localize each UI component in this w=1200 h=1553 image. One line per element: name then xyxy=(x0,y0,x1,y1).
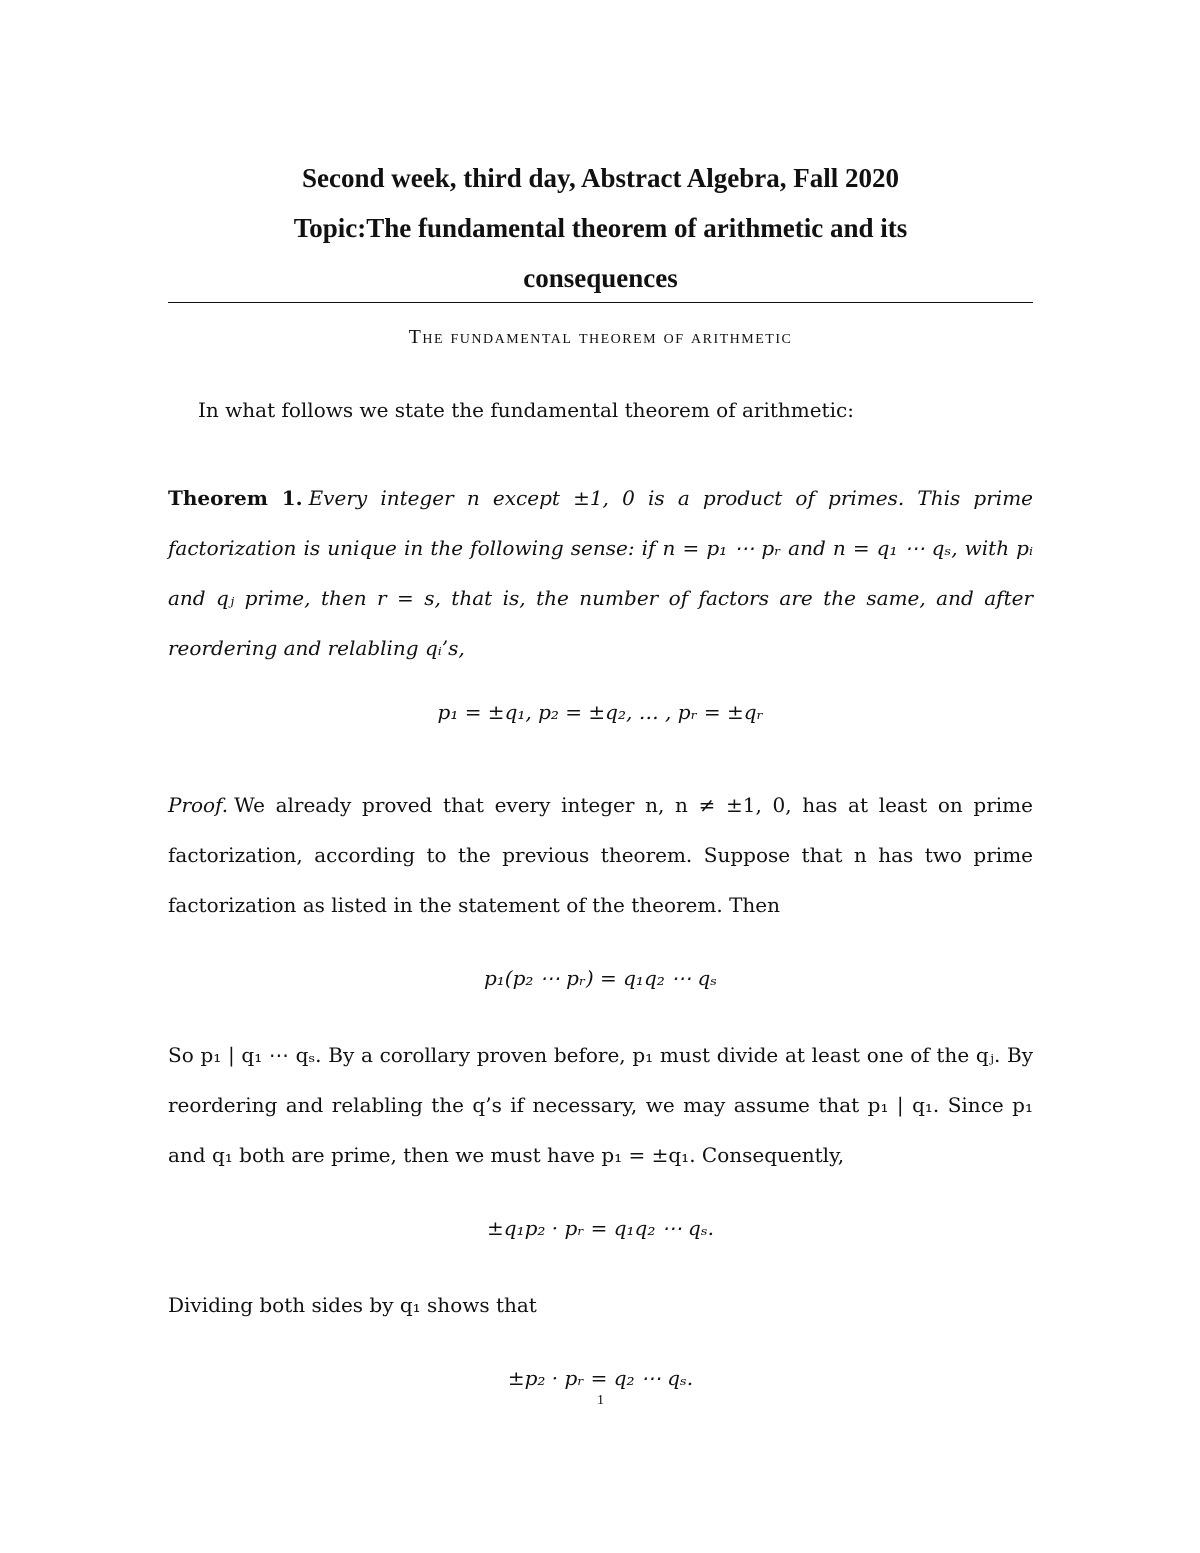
proof-paragraph-1 xyxy=(168,780,1033,930)
proof-equation-3: ±p₂ · pᵣ = q₂ ⋯ qₛ. xyxy=(507,1366,694,1390)
proof-label: Proof. xyxy=(168,793,229,817)
proof-paragraph-3: Dividing both sides by q₁ shows that xyxy=(168,1293,537,1317)
theorem-equation: p₁ = ±q₁, p₂ = ±q₂, … , pᵣ = ±qᵣ xyxy=(437,700,764,724)
title-line-2: Topic:The fundamental theorem of arithmetic and its xyxy=(293,213,908,243)
theorem-label: Theorem 1. xyxy=(168,486,303,510)
section-heading: The fundamental theorem of arithmetic xyxy=(408,326,793,348)
proof-equation-2: ±q₁p₂ · pᵣ = q₁q₂ ⋯ qₛ. xyxy=(487,1216,714,1240)
page-number: 1 xyxy=(597,1393,604,1408)
proof-text-1: We already proved that every integer n, n ≠ ±1, 0, has at least on prime factorization, according to the previous theorem. Suppose that n has two prime factorization as listed in the statement of the theorem. Then xyxy=(168,793,1033,917)
title-line-1: Second week, third day, Abstract Algebra, Fall 2020 xyxy=(301,163,899,193)
theorem-block xyxy=(168,473,1033,673)
title-divider xyxy=(168,302,1033,303)
proof-equation-1: p₁(p₂ ⋯ pᵣ) = q₁q₂ ⋯ qₛ xyxy=(483,966,718,990)
theorem-statement: Every integer n except ±1, 0 is a product of primes. This prime factorization is unique in the following sense: if n = p₁ ⋯ pᵣ and n = q₁ ⋯ qₛ, with pᵢ and qⱼ prime, then r = s, that is, the number of factors are the same, and after reordering and relabling qᵢ’s, xyxy=(168,486,1033,660)
title-line-3: consequences xyxy=(523,263,678,293)
intro-paragraph: In what follows we state the fundamental theorem of arithmetic: xyxy=(198,398,854,422)
proof-paragraph-2: So p₁ | q₁ ⋯ qₛ. By a corollary proven before, p₁ must divide at least one of the qⱼ. By reordering and relabling the q’s if necessary, we may assume that p₁ | q₁. Since p₁ and q₁ both are prime, then we must have p₁ = ±q₁. Consequently, xyxy=(168,1043,1033,1167)
